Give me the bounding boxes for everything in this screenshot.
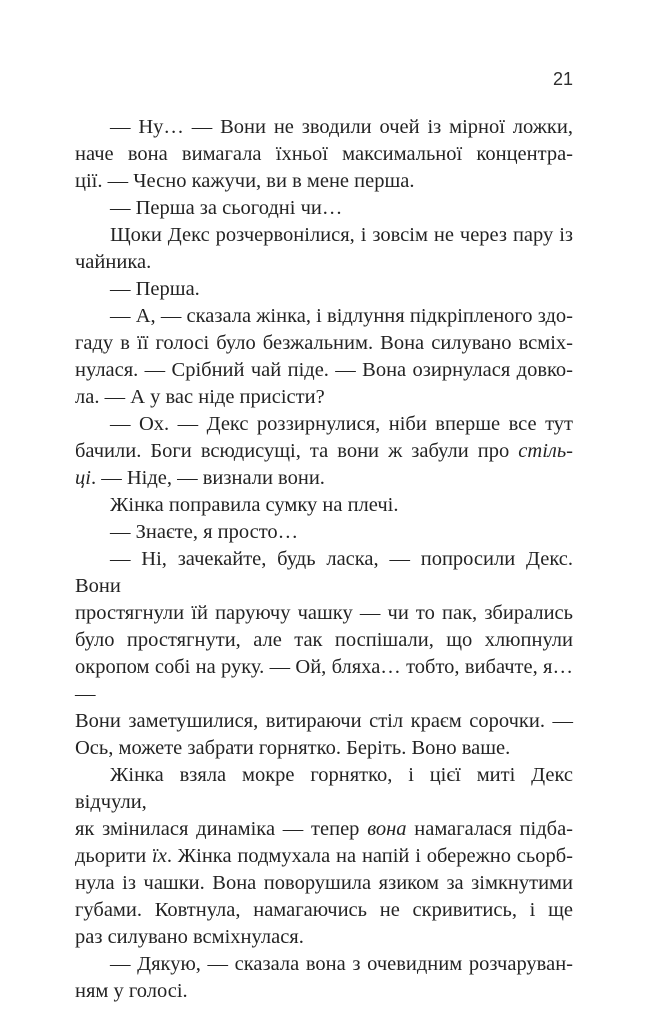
text-segment: чайника. [75, 251, 152, 273]
paragraph [75, 411, 573, 492]
paragraph [75, 519, 573, 546]
text-segment: ла. — А у вас ніде присісти? [75, 386, 325, 408]
text-line [75, 708, 573, 735]
text-line [75, 276, 573, 303]
body-text [75, 114, 573, 1005]
text-segment: намагалася підба- [406, 818, 573, 840]
text-segment: — Ні, зачекайте, будь ласка, — попросили Декс. Вони [75, 548, 573, 597]
text-line [75, 492, 573, 519]
text-line [75, 924, 573, 951]
emphasized-text: ці [75, 467, 91, 489]
text-segment: — Перша за сьогодні чи… [110, 197, 343, 219]
text-line [75, 384, 573, 411]
text-line [75, 816, 573, 843]
text-segment: — Ну… — Вони не зводили очей із мірної ложки, [110, 116, 573, 138]
emphasized-text: вона [367, 818, 407, 840]
text-segment: раз силувано всміхнулася. [75, 926, 304, 948]
text-line [75, 546, 573, 600]
paragraph [75, 762, 573, 951]
paragraph [75, 492, 573, 519]
text-segment: Щоки Декс розчервонілися, і зовсім не через пару із [110, 224, 573, 246]
text-line [75, 411, 573, 438]
text-line [75, 168, 573, 195]
text-segment: . — Ніде, — визнали вони. [90, 467, 325, 489]
text-line [75, 330, 573, 357]
text-segment: Жінка взяла мокре горнятко, і цієї миті Декс відчули, [75, 764, 573, 813]
text-segment: — А, — сказала жінка, і відлуння підкріпленого здо- [110, 305, 573, 327]
text-segment: . Жінка подмухала на напій і обережно сьорб- [166, 845, 573, 867]
text-line [75, 843, 573, 870]
text-line [75, 465, 573, 492]
text-segment: бачили. Боги всюдисущі, та вони ж забули про [75, 440, 519, 462]
paragraph [75, 303, 573, 411]
text-line [75, 978, 573, 1005]
text-line [75, 951, 573, 978]
emphasized-text: їх [152, 845, 167, 867]
text-segment: дьорити [75, 845, 153, 867]
text-segment: гаду в її голосі було безжальним. Вона силувано всміх- [75, 332, 573, 354]
paragraph [75, 546, 573, 762]
text-segment: було простягнути, але так поспішали, що хлюпнули [75, 629, 573, 651]
text-line [75, 627, 573, 654]
paragraph [75, 114, 573, 195]
text-line [75, 600, 573, 627]
text-line [75, 303, 573, 330]
text-line [75, 195, 573, 222]
text-segment: окропом собі на руку. — Ой, бляха… тобто, вибачте, я… — [75, 656, 573, 705]
text-segment: ням у голосі. [75, 980, 188, 1002]
text-segment: — Дякую, — сказала вона з очевидним розчаруван- [110, 953, 573, 975]
text-segment: губами. Ковтнула, намагаючись не скривитись, і ще [75, 899, 573, 921]
text-line [75, 114, 573, 141]
text-segment: нулася. — Срібний чай піде. — Вона озирнулася довко- [75, 359, 573, 381]
text-segment: як змінилася динаміка — тепер [75, 818, 368, 840]
text-segment: — Ох. — Декс роззирнулися, ніби вперше все тут [110, 413, 573, 435]
text-line [75, 654, 573, 708]
text-line [75, 519, 573, 546]
text-line [75, 762, 573, 816]
page-number: 21 [552, 69, 573, 89]
text-line [75, 249, 573, 276]
text-segment: Вони заметушилися, витираючи стіл краєм сорочки. — [75, 710, 573, 732]
text-line [75, 870, 573, 897]
emphasized-text: стіль- [518, 440, 573, 462]
text-segment: простягнули їй паруючу чашку — чи то пак, збирались [75, 602, 573, 624]
text-segment: нула із чашки. Вона поворушила язиком за зімкнутими [75, 872, 573, 894]
text-line [75, 897, 573, 924]
text-segment: — Перша. [110, 278, 200, 300]
paragraph [75, 276, 573, 303]
text-line [75, 438, 573, 465]
text-segment: ції. — Чесно кажучи, ви в мене перша. [75, 170, 415, 192]
text-line [75, 357, 573, 384]
text-segment: Жінка поправила сумку на плечі. [110, 494, 399, 516]
text-segment: — Знаєте, я просто… [110, 521, 299, 543]
text-segment: наче вона вимагала їхньої максимальної концентра- [75, 143, 573, 165]
paragraph [75, 222, 573, 276]
text-line [75, 222, 573, 249]
text-line [75, 735, 573, 762]
text-line [75, 141, 573, 168]
paragraph [75, 195, 573, 222]
paragraph [75, 951, 573, 1005]
text-segment: Ось, можете забрати горнятко. Беріть. Воно ваше. [75, 737, 511, 759]
